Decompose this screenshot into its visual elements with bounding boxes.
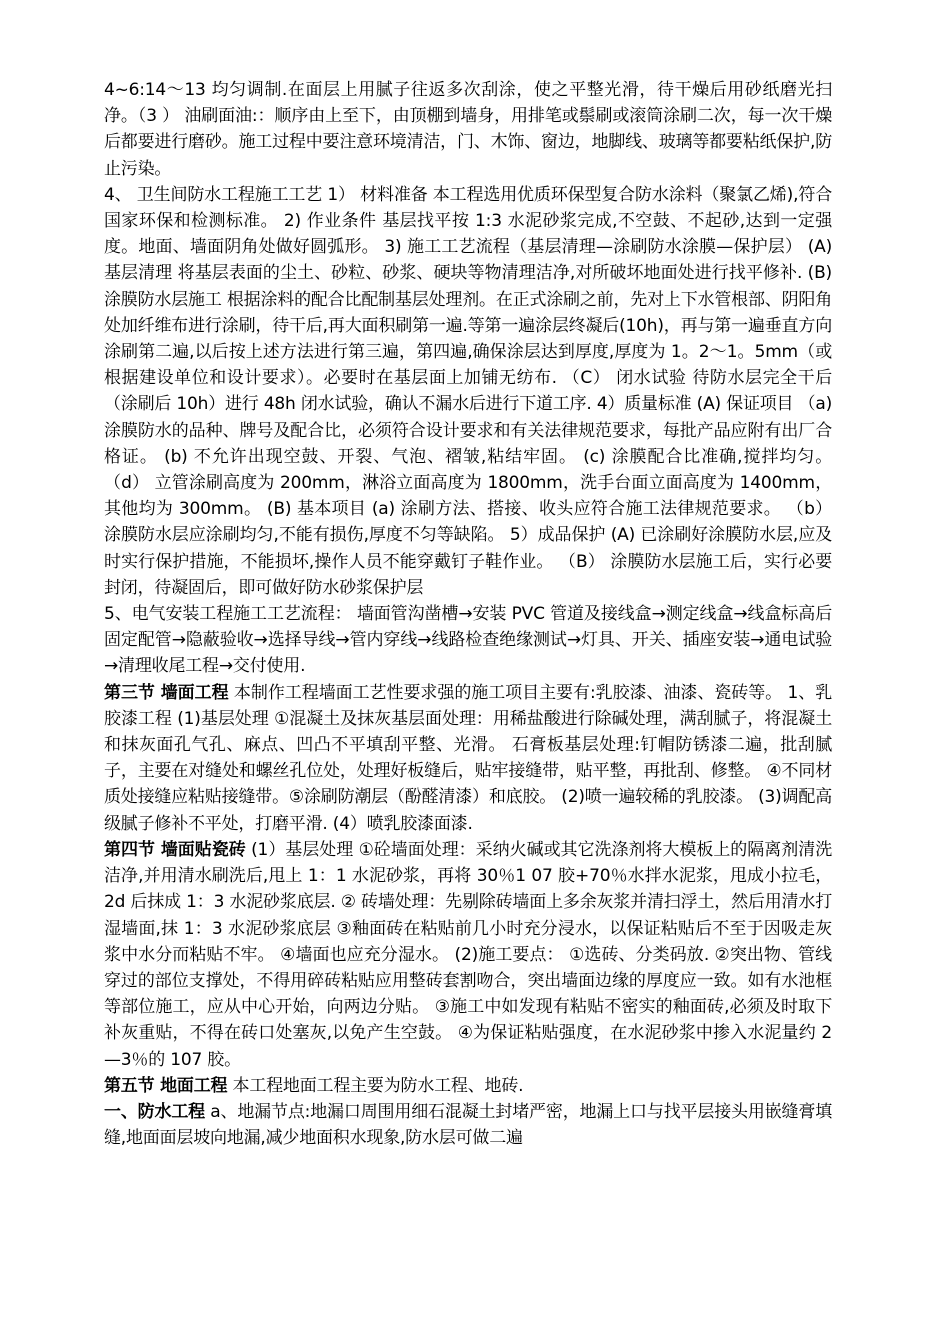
section-4-wall-tiles — [104, 837, 832, 1073]
section-heading: 第三节 墙面工程 — [104, 682, 229, 703]
paragraph-paint-finish — [104, 77, 832, 182]
subsection-waterproofing — [104, 1099, 832, 1151]
paragraph-text: 4、 卫生间防水工程施工工艺 1） 材料准备 本工程选用优质环保型复合防水涂料（聚氯乙烯),符合国家环保和检测标准。 2) 作业条件 基层找平按 1:3 水泥砂浆完成,不空鼓、不起砂,达到一定强度。地面、墙面阴角处做好圆弧形。 3) 施工工艺流程（基层清理—涂刷防水涂膜—保护层） (A) 基层清理 将基层表面的尘土、砂粒、砂浆、硬块等物清理洁净,对所破坏地面处进行找平修补. (B) 涂膜防水层施工 根据涂料的配合比配制基层处理剂。在正式涂刷之前，先对上下水管根部、阴阳角处加纤维布进行涂刷，待干后,再大面积刷第一遍.等第一遍涂层终凝后(10h)，再与第一遍垂直方向涂刷第二遍,以后按上述方法进行第三遍，第四遍,确保涂层达到厚度,厚度为 1。2～1。5mm（或根据建设单位和设计要求）。必要时在基层面上加铺无纺布. （C） 闭水试验 待防水层完全干后（涂刷后 10h）进行 48h 闭水试验，确认不漏水后进行下道工序. 4）质量标准 (A) 保证项目 （a) 涂膜防水的品种、牌号及配合比，必须符合设计要求和有关法律规范要求，每批产品应附有出厂合格证。 (b) 不允许出现空鼓、开裂、气泡、褶皱,粘结牢固。 (c) 涂膜配合比准确,搅拌均匀。 （d） 立管涂刷高度为 200mm，淋浴立面高度为 1800mm，洗手台面立面高度为 1400mm，其他均为 300mm。 (B) 基本项目 (a) 涂刷方法、搭接、收头应符合施工法律规范要求。 （b） 涂膜防水层应涂刷均匀,不能有损伤,厚度不匀等缺陷。 5）成品保护 (A) 已涂刷好涂膜防水层,应及时实行保护措施，不能损坏,操作人员不能穿戴钉子鞋作业。 （B） 涂膜防水层施工后，实行必要封闭，待凝固后，即可做好防水砂浆保护层 — [104, 184, 833, 598]
section-text: (1）基层处理 ①砼墙面处理：采纳火碱或其它洗涤剂将大模板上的隔离剂清洗洁净,并用清水刷洗后,甩上 1：1 水泥砂浆，再将 30％1 07 胶+70％水拌水泥浆，甩成小拉毛，2d 后抹成 1：3 水泥砂浆底层. ② 砖墙处理：先剔除砖墙面上多余灰浆并清扫浮土，然后用清水打湿墙面,抹 1：3 水泥砂浆底层 ③釉面砖在粘贴前几小时充分浸水，以保证粘贴后不至于因吸走灰浆中水分而粘贴不牢。 ④墙面也应充分湿水。 (2)施工要点： ①选砖、分类码放. ②突出物、管线穿过的部位支撑处，不得用碎砖粘贴应用整砖套割吻合，突出墙面边缘的厚度应一致。如有水池框等部位施工，应从中心开始，向两边分贴。 ③施工中如发现有粘贴不密实的釉面砖,必须及时取下补灰重贴，不得在砖口处塞灰,以免产生空鼓。 ④为保证粘贴强度，在水泥砂浆中掺入水泥量约 2—3％的 107 胶。 — [104, 839, 832, 1070]
paragraph-bathroom-waterproofing — [104, 182, 832, 601]
section-3-wall-works — [104, 680, 832, 837]
paragraph-electrical-installation — [104, 601, 832, 680]
section-heading: 第五节 地面工程 — [104, 1075, 228, 1096]
section-heading: 第四节 墙面贴瓷砖 — [104, 839, 246, 860]
section-text: 本工程地面工程主要为防水工程、地砖. — [227, 1075, 524, 1096]
paragraph-text: 4~6:14～13 均匀调制.在面层上用腻子往返多次刮涂，使之平整光滑，待干燥后用砂纸磨光扫净。（3 ） 油刷面油:：顺序由上至下，由顶棚到墙身，用排笔或鬃刷或滚筒涂刷二次，每一次干燥后都要进行磨砂。施工过程中要注意环境清洁，门、木饰、窗边，地脚线、玻璃等都要粘纸保护,防止污染。 — [104, 80, 832, 179]
subsection-heading: 一、防水工程 — [104, 1101, 205, 1122]
section-5-floor-works — [104, 1073, 832, 1099]
section-text: 本制作工程墙面工艺性要求强的施工项目主要有:乳胶漆、油漆、瓷砖等。 1、乳胶漆工程 (1)基层处理 ①混凝土及抹灰基层面处理：用稀盐酸进行除碱处理，满刮腻子，将混凝土和抹灰面孔气孔、麻点、凹凸不平填刮平整、光滑。 石膏板基层处理:钉帽防锈漆二遍，批刮腻子，主要在对缝处和螺丝孔位处，处理好板缝后，贴牢接缝带，贴平整，再批刮、修整。 ④不同材质处接缝应粘贴接缝带。⑤涂刷防潮层（酚醛清漆）和底胶。 (2)喷一遍较稀的乳胶漆。 (3)调配高级腻子修补不平处，打磨平滑. (4）喷乳胶漆面漆. — [104, 682, 833, 834]
paragraph-text: 5、电气安装工程施工工艺流程： 墙面管沟凿槽→安装 PVC 管道及接线盒→测定线盒→线盒标高后固定配管→隐蔽验收→选择导线→管内穿线→线路检查绝缘测试→灯具、开关、插座安装→通电试验→清理收尾工程→交付使用. — [104, 604, 832, 677]
subsection-text: a、地漏节点:地漏口周围用细石混凝土封堵严密，地漏上口与找平层接头用嵌缝膏填缝,地面面层坡向地漏,减少地面积水现象,防水层可做二遍 — [104, 1101, 832, 1149]
